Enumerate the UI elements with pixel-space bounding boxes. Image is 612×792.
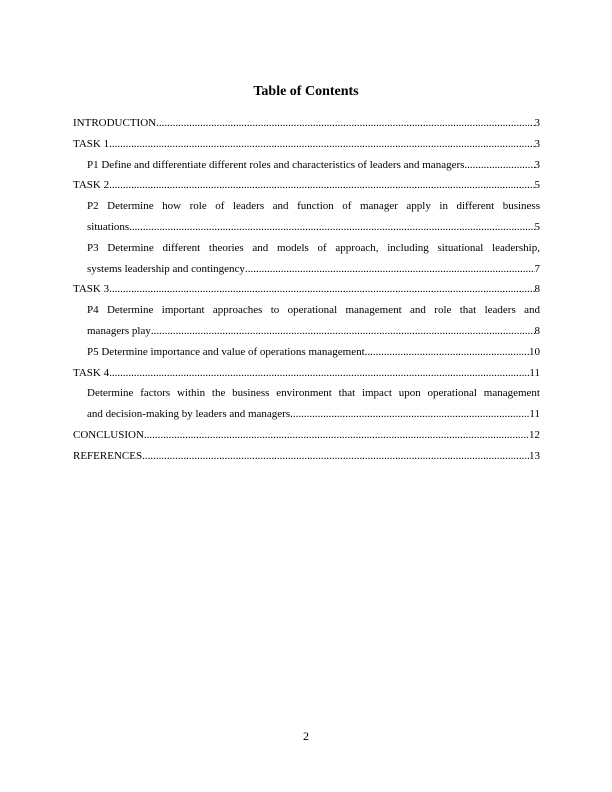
toc-page-number: 7 [534, 262, 540, 275]
toc-page-number: 12 [529, 428, 540, 441]
toc-page-number: 5 [534, 179, 540, 192]
toc-page-number: 5 [534, 220, 540, 233]
toc-entry-p4-line1[interactable]: P4 Determine important approaches to operational management and role that leaders and [87, 304, 540, 317]
dot-leader [156, 113, 534, 134]
toc-entry-p4[interactable] [73, 321, 540, 342]
toc-entry-label: P1 Define and differentiate different roles and characteristics of leaders and managers [87, 158, 465, 171]
toc-title: Table of Contents [253, 84, 359, 99]
toc-entry-label: systems leadership and contingency [87, 262, 245, 275]
toc-entry-p1[interactable] [73, 155, 540, 176]
toc-entry-references[interactable] [73, 446, 540, 467]
dot-leader [109, 134, 534, 155]
toc-entry-task3[interactable] [73, 279, 540, 300]
toc-entry-p3[interactable] [73, 259, 540, 280]
toc-page-number: 3 [534, 117, 540, 129]
toc-entry-p2[interactable] [73, 217, 540, 238]
toc-entry-p3-line1[interactable]: P3 Determine different theories and models of approach, including situational leadership, [87, 241, 540, 254]
toc-entry-label: TASK 1 [73, 137, 110, 150]
page-number: 2 [303, 729, 309, 743]
toc-entry-label: CONCLUSION [73, 428, 144, 441]
toc-entry-label: INTRODUCTION [73, 117, 157, 129]
toc-page-number: 11 [529, 408, 540, 421]
toc-entry-task2[interactable] [73, 175, 540, 196]
toc-page-number: 8 [534, 324, 540, 337]
toc-entry-label: managers play [87, 324, 151, 337]
dot-leader [109, 175, 534, 196]
toc-entry-label: P5 Determine importance and value of operations management [87, 345, 365, 358]
toc-page-number: 8 [534, 283, 540, 296]
table-of-contents [73, 113, 540, 467]
toc-entry-p2-line1[interactable]: P2 Determine how role of leaders and function of manager apply in different business [87, 200, 540, 213]
toc-entry-task1[interactable] [73, 134, 540, 155]
dot-leader [365, 342, 529, 363]
dot-leader [245, 259, 535, 280]
toc-entry-label: and decision-making by leaders and managers [87, 408, 291, 421]
toc-entry-label: TASK 2 [73, 179, 110, 192]
toc-entry-introduction[interactable] [73, 113, 540, 134]
dot-leader [151, 321, 535, 342]
toc-entry-label: TASK 3 [73, 283, 110, 296]
dot-leader [464, 155, 534, 176]
dot-leader [144, 425, 529, 446]
dot-leader [109, 363, 529, 384]
toc-entry-factors-line1[interactable]: Determine factors within the business environment that impact upon operational management [87, 387, 540, 400]
toc-page-number: 13 [529, 449, 540, 462]
dot-leader [290, 404, 529, 425]
toc-entry-factors[interactable] [73, 404, 540, 425]
toc-page-number: 3 [534, 158, 540, 171]
toc-entry-label: TASK 4 [73, 366, 110, 379]
toc-entry-label: situations [87, 220, 130, 233]
dot-leader [109, 279, 534, 300]
dot-leader [142, 446, 529, 467]
toc-entry-task4[interactable] [73, 363, 540, 384]
toc-page-number: 11 [529, 366, 540, 379]
toc-page-number: 3 [534, 137, 540, 150]
toc-entry-conclusion[interactable] [73, 425, 540, 446]
toc-page-number: 10 [529, 345, 540, 358]
toc-entry-p5[interactable] [73, 342, 540, 363]
toc-entry-label: REFERENCES [73, 449, 143, 462]
dot-leader [129, 217, 534, 238]
